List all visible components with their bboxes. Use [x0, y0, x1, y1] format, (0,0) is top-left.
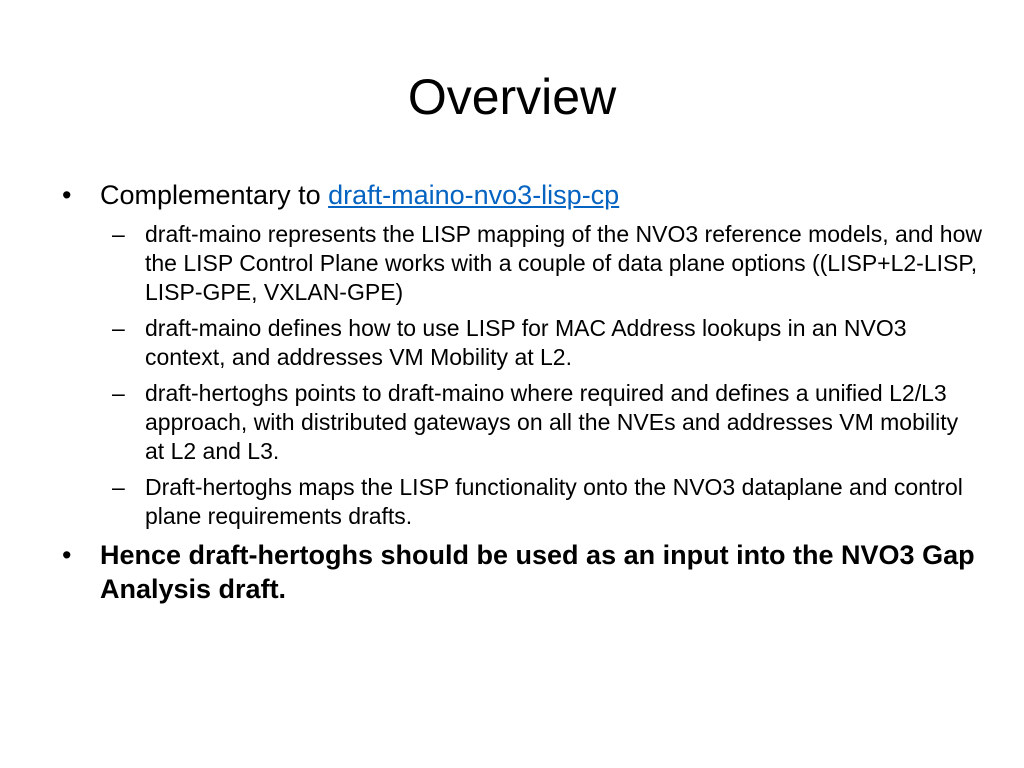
sub-bullet-text: draft-hertoghs points to draft-maino where required and defines a unified L2/L3 approach, with distributed gateways on all the NVEs and addresses VM mobility at L2 and L3.	[145, 380, 959, 464]
sub-bullet	[100, 473, 982, 531]
sub-bullet	[100, 379, 982, 466]
bullet-prefix: Complementary to	[100, 180, 329, 210]
sub-bullet	[100, 314, 982, 372]
bullet-complementary	[62, 178, 982, 212]
bullet-conclusion	[62, 538, 982, 606]
sub-bullet-text: Draft-hertoghs maps the LISP functionality onto the NVO3 dataplane and control plane requirements drafts.	[145, 474, 963, 529]
bullet-text	[100, 180, 619, 210]
dash-glyph: –	[112, 474, 125, 500]
conclusion-text: Hence draft-hertoghs should be used as an input into the NVO3 Gap Analysis draft.	[100, 540, 975, 604]
bullet-glyph: •	[62, 180, 72, 210]
sub-bullet	[100, 220, 982, 307]
dash-glyph: –	[112, 315, 125, 341]
slide-title: Overview	[407, 69, 617, 125]
dash-glyph: –	[112, 221, 125, 247]
sub-bullet-text: draft-maino defines how to use LISP for MAC Address lookups in an NVO3 context, and addresses VM Mobility at L2.	[145, 315, 907, 370]
slide-content	[62, 178, 982, 614]
dash-glyph: –	[112, 380, 125, 406]
draft-maino-link[interactable]: draft-maino-nvo3-lisp-cp	[328, 180, 620, 210]
bullet-glyph: •	[62, 540, 72, 570]
sub-bullet-text: draft-maino represents the LISP mapping of the NVO3 reference models, and how the LISP Control Plane works with a couple of data plane options ((LISP+L2-LISP, LISP-GPE, VXLAN-GPE)	[145, 221, 982, 305]
sub-bullet-list	[62, 220, 982, 531]
